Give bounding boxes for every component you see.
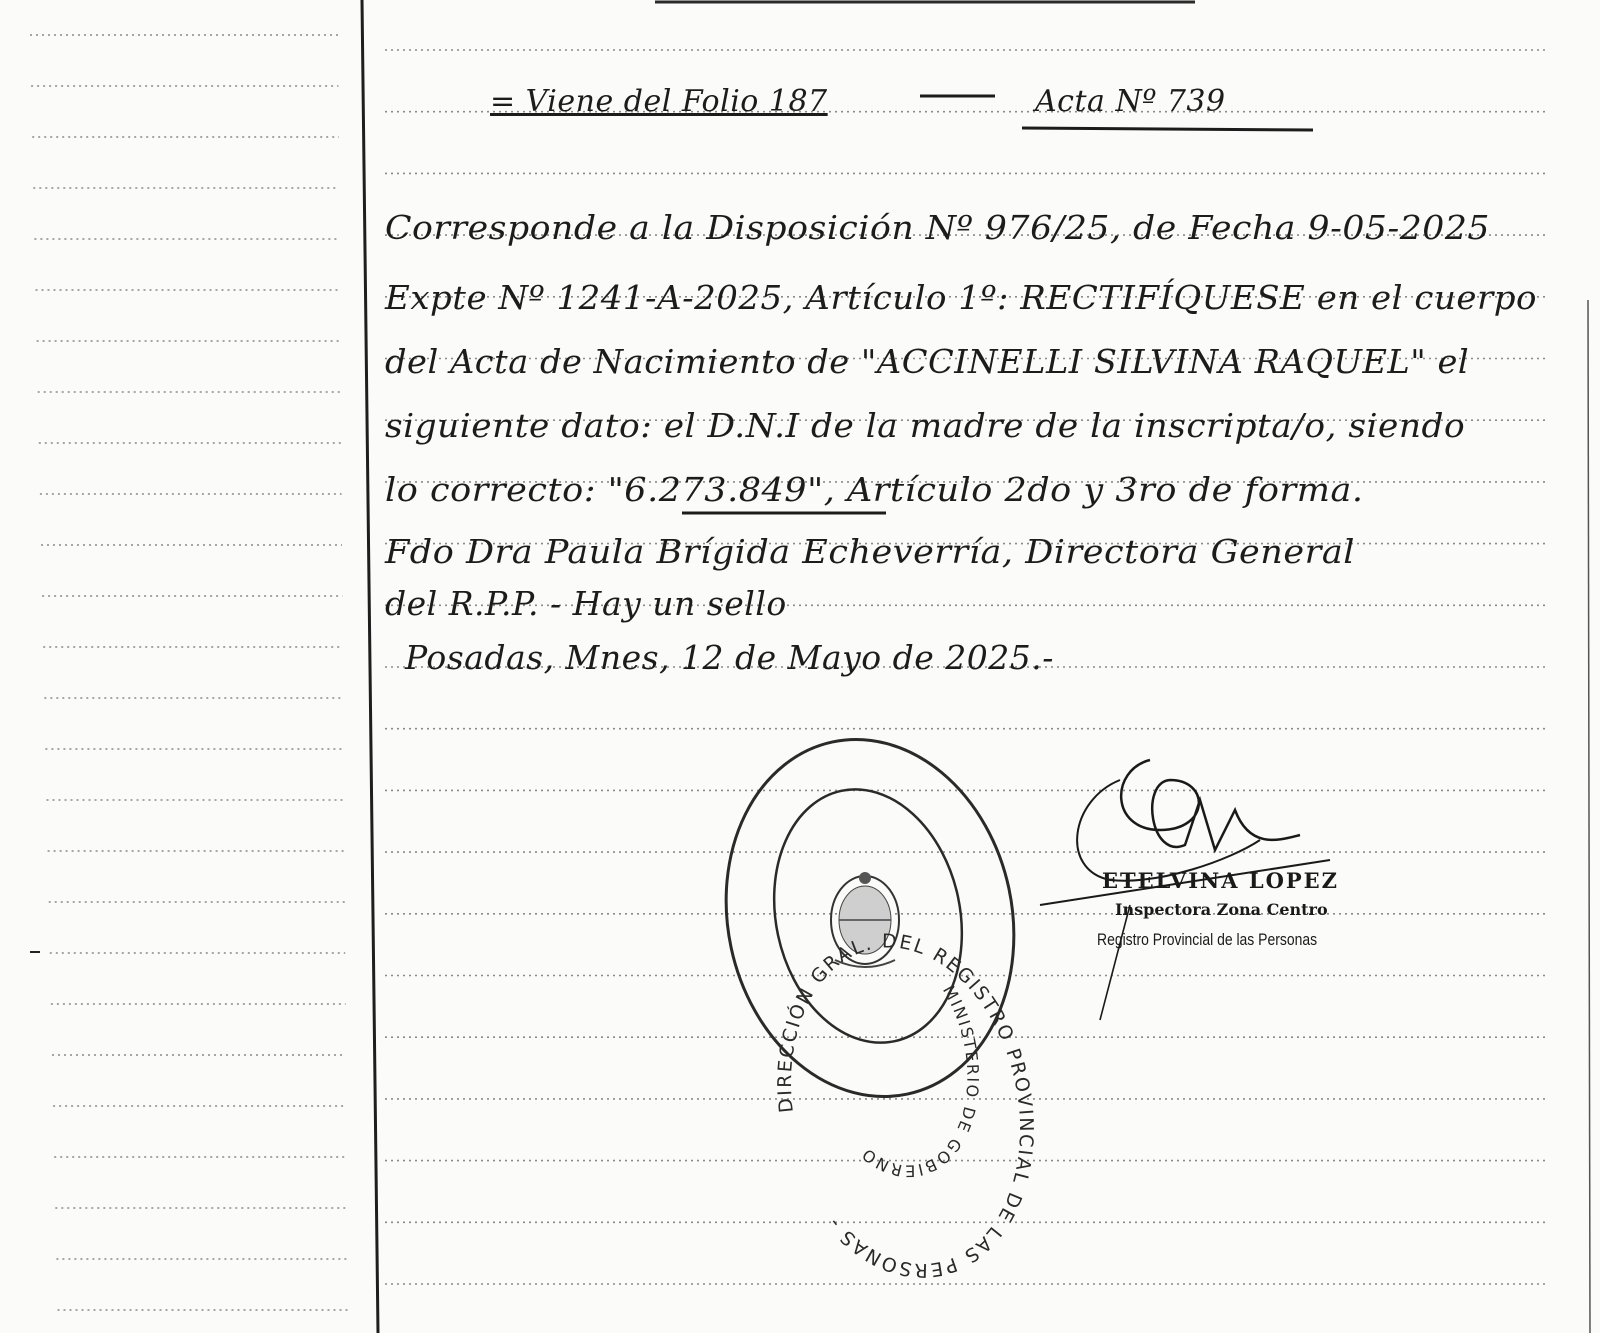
- body-line-5: lo correcto: "6.273.849", Artículo 2do y 3ro de forma.: [385, 470, 1364, 509]
- body-line-3: del Acta de Nacimiento de "ACCINELLI SILVINA RAQUEL" el: [385, 342, 1470, 381]
- signatory-name: ETELVINA LOPEZ: [1102, 868, 1340, 893]
- body-line-1: Corresponde a la Disposición Nº 976/25, de Fecha 9-05-2025: [385, 208, 1490, 247]
- body-line-4: siguiente dato: el D.N.I de la madre de la inscripta/o, siendo: [385, 406, 1466, 445]
- acta-number: Acta Nº 739: [1035, 84, 1226, 119]
- stamp-outer-text: DIRECCIÓN GRAL. DEL REGISTRO PROVINCIAL DE LAS PERSONAS -: [773, 930, 1038, 1282]
- body-line-8: Posadas, Mnes, 12 de Mayo de 2025.-: [405, 638, 1054, 677]
- body-line-2: Expte Nº 1241-A-2025, Artículo 1º: RECTIFÍQUESE en el cuerpo: [385, 278, 1537, 317]
- stamp-inner-text: MINISTERIO DE GOBIERNO: [857, 981, 983, 1181]
- body-line-7: del R.P.P. - Hay un sello: [385, 584, 787, 623]
- folio-reference: = Viene del Folio 187: [490, 84, 828, 119]
- body-line-6: Fdo Dra Paula Brígida Echeverría, Directora General: [385, 532, 1355, 571]
- signatory-organization: Registro Provincial de las Personas: [1097, 930, 1318, 949]
- signatory-role: Inspectora Zona Centro: [1115, 900, 1328, 919]
